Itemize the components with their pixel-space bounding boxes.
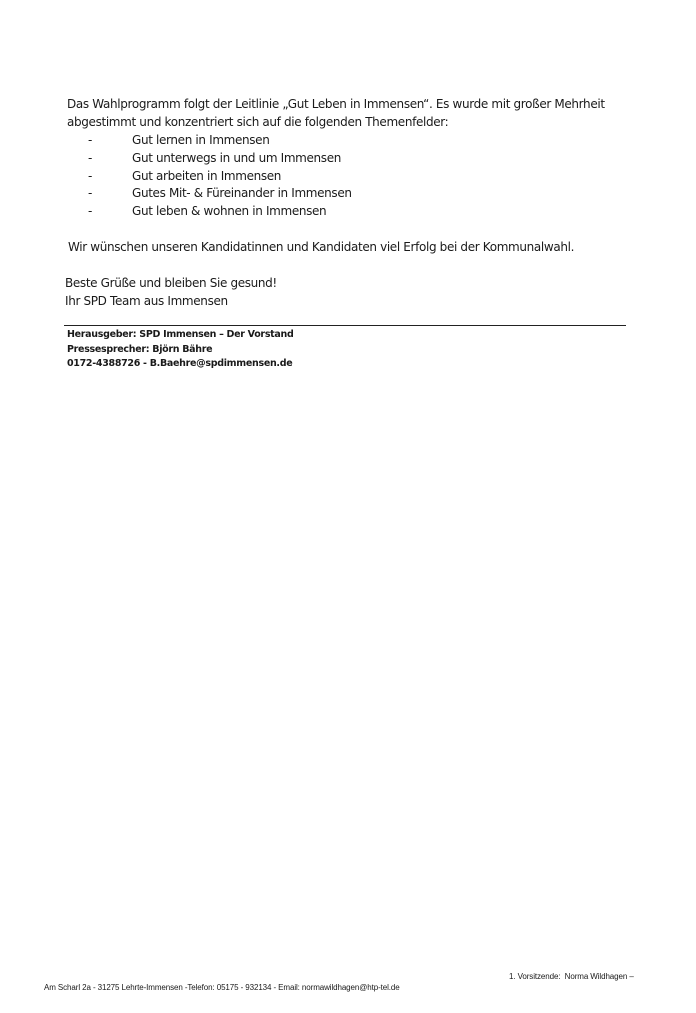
bullet-dash: - — [88, 133, 92, 147]
bullet-dash: - — [88, 168, 92, 183]
theme-item-label: Gut leben & wohnen in Immensen — [132, 204, 327, 219]
bullet-dash: - — [88, 150, 92, 165]
imprint-contact: 0172-4388726 - B.Baehre@spdimmensen.de — [67, 358, 293, 369]
bullet-dash: - — [88, 186, 92, 201]
intro-paragraph — [67, 95, 627, 220]
intro-line-1: Das Wahlprogramm folgt der Leitlinie „Gut Leben in Immensen“. Es wurde mit großer Mehrheit — [67, 97, 605, 111]
bullet-dash: - — [88, 204, 92, 219]
theme-list — [67, 131, 627, 220]
imprint-publisher: Herausgeber: SPD Immensen – Der Vorstand — [67, 329, 294, 340]
theme-item — [88, 149, 627, 167]
theme-item — [88, 202, 627, 220]
wish-sentence: Wir wünschen unseren Kandidatinnen und Kandidaten viel Erfolg bei der Kommunalwahl. — [68, 240, 575, 254]
imprint-divider — [64, 325, 626, 326]
closing-block — [65, 274, 465, 310]
theme-item-label: Gutes Mit- & Füreinander in Immensen — [132, 186, 352, 201]
imprint-block — [67, 328, 293, 372]
theme-item — [88, 167, 627, 185]
footer-address: Am Scharl 2a - 31275 Lehrte-Immensen -Telefon: 05175 - 932134 - Email: normawildhagen@htp-tel.de — [44, 983, 400, 992]
theme-item-label: Gut unterwegs in und um Immensen — [132, 150, 341, 165]
closing-signature: Ihr SPD Team aus Immensen — [65, 294, 228, 308]
theme-item-label: Gut lernen in Immensen — [132, 133, 270, 147]
theme-item-label: Gut arbeiten in Immensen — [132, 168, 282, 183]
footer-chair: 1. Vorsitzende: Norma Wildhagen – — [509, 972, 634, 981]
closing-greeting: Beste Grüße und bleiben Sie gesund! — [65, 276, 277, 290]
theme-item — [88, 131, 627, 149]
imprint-spokesperson: Pressesprecher: Björn Bähre — [67, 343, 213, 355]
intro-line-2: abgestimmt und konzentriert sich auf die folgenden Themenfelder: — [67, 115, 449, 129]
theme-item — [88, 184, 627, 202]
